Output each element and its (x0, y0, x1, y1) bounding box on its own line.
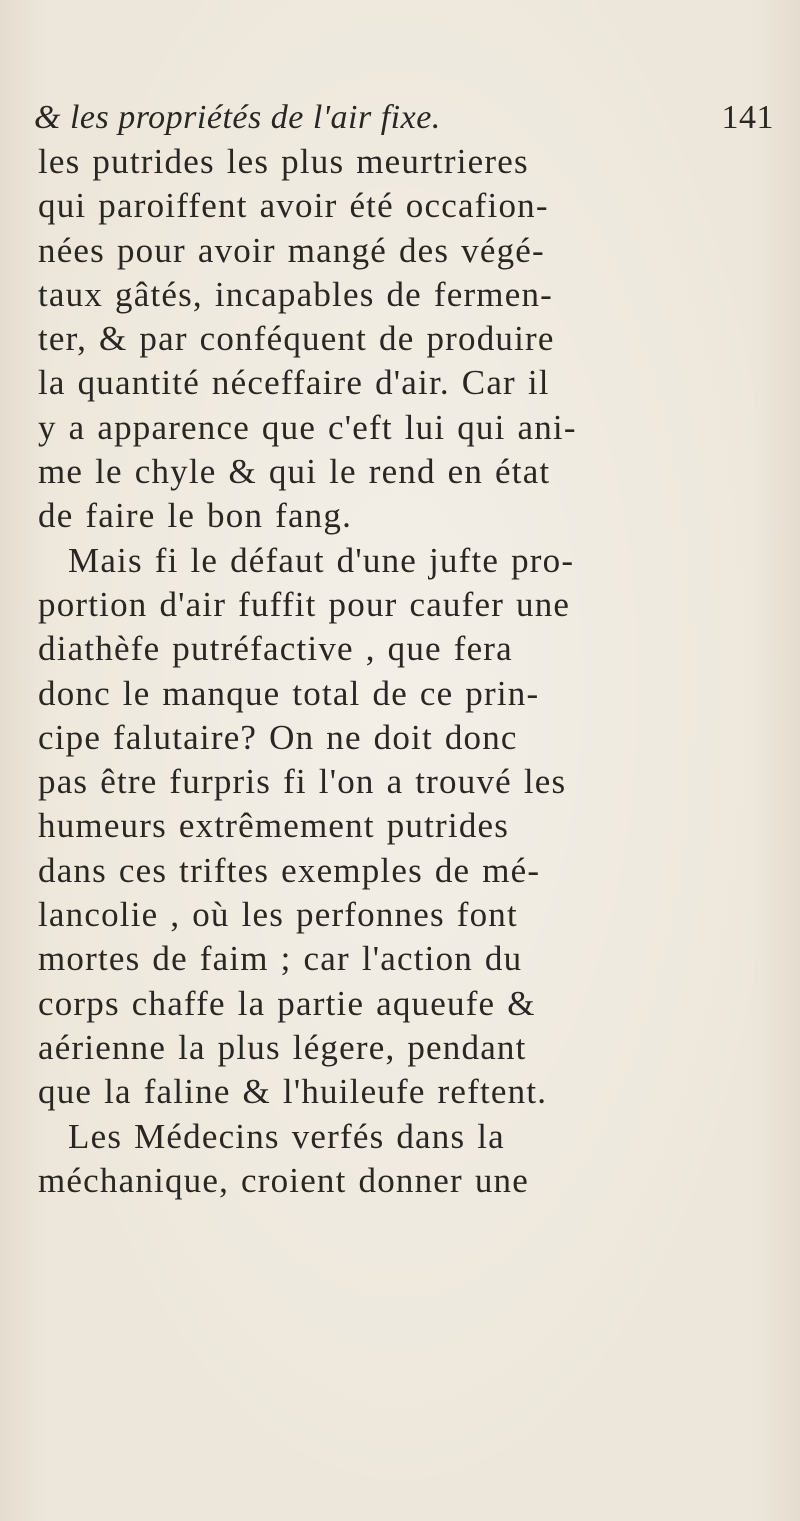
text-line: nées pour avoir mangé des végé- (38, 230, 545, 270)
text-line: pas être furpris fi l'on a trouvé les (38, 762, 567, 802)
text-line: lancolie , où les perfonnes font (38, 895, 518, 935)
text-line: mortes de faim ; car l'action du (38, 939, 523, 979)
text-line: corps chaffe la partie aqueufe & (38, 983, 536, 1023)
text-line: diathèfe putréfactive , que fera (38, 629, 513, 669)
text-line: portion d'air fuffit pour caufer une (38, 584, 571, 624)
text-line: humeurs extrêmement putrides (38, 806, 510, 846)
text-line: de faire le bon fang. (38, 496, 353, 536)
paragraph-start-line: Les Médecins verfés dans la (68, 1116, 505, 1156)
text-line: dans ces triftes exemples de mé- (38, 850, 541, 890)
paragraph-start-line: Mais fi le défaut d'une jufte pro- (68, 540, 575, 580)
text-line: y a apparence que c'eft lui qui ani- (38, 407, 577, 447)
text-line: qui paroiffent avoir été occafion- (38, 186, 549, 226)
text-line: que la faline & l'huileufe reftent. (38, 1072, 548, 1112)
text-line: aérienne la plus légere, pendant (38, 1027, 527, 1067)
text-line: la quantité néceffaire d'air. Car il (38, 363, 550, 403)
text-line: donc le manque total de ce prin- (38, 673, 540, 713)
text-line: méchanique, croient donner une (38, 1160, 529, 1200)
text-line: ter, & par conféquent de produire (38, 319, 555, 359)
text-line: me le chyle & qui le rend en état (38, 452, 551, 492)
text-line: taux gâtés, incapables de fermen- (38, 274, 554, 314)
running-head-title: & les propriétés de l'air fixe. (34, 99, 441, 136)
text-line: cipe falutaire? On ne doit donc (38, 717, 518, 757)
page-number: 141 (721, 99, 774, 136)
running-head (34, 95, 774, 141)
body-text (38, 140, 776, 1203)
text-line: les putrides les plus meurtrieres (38, 142, 529, 181)
